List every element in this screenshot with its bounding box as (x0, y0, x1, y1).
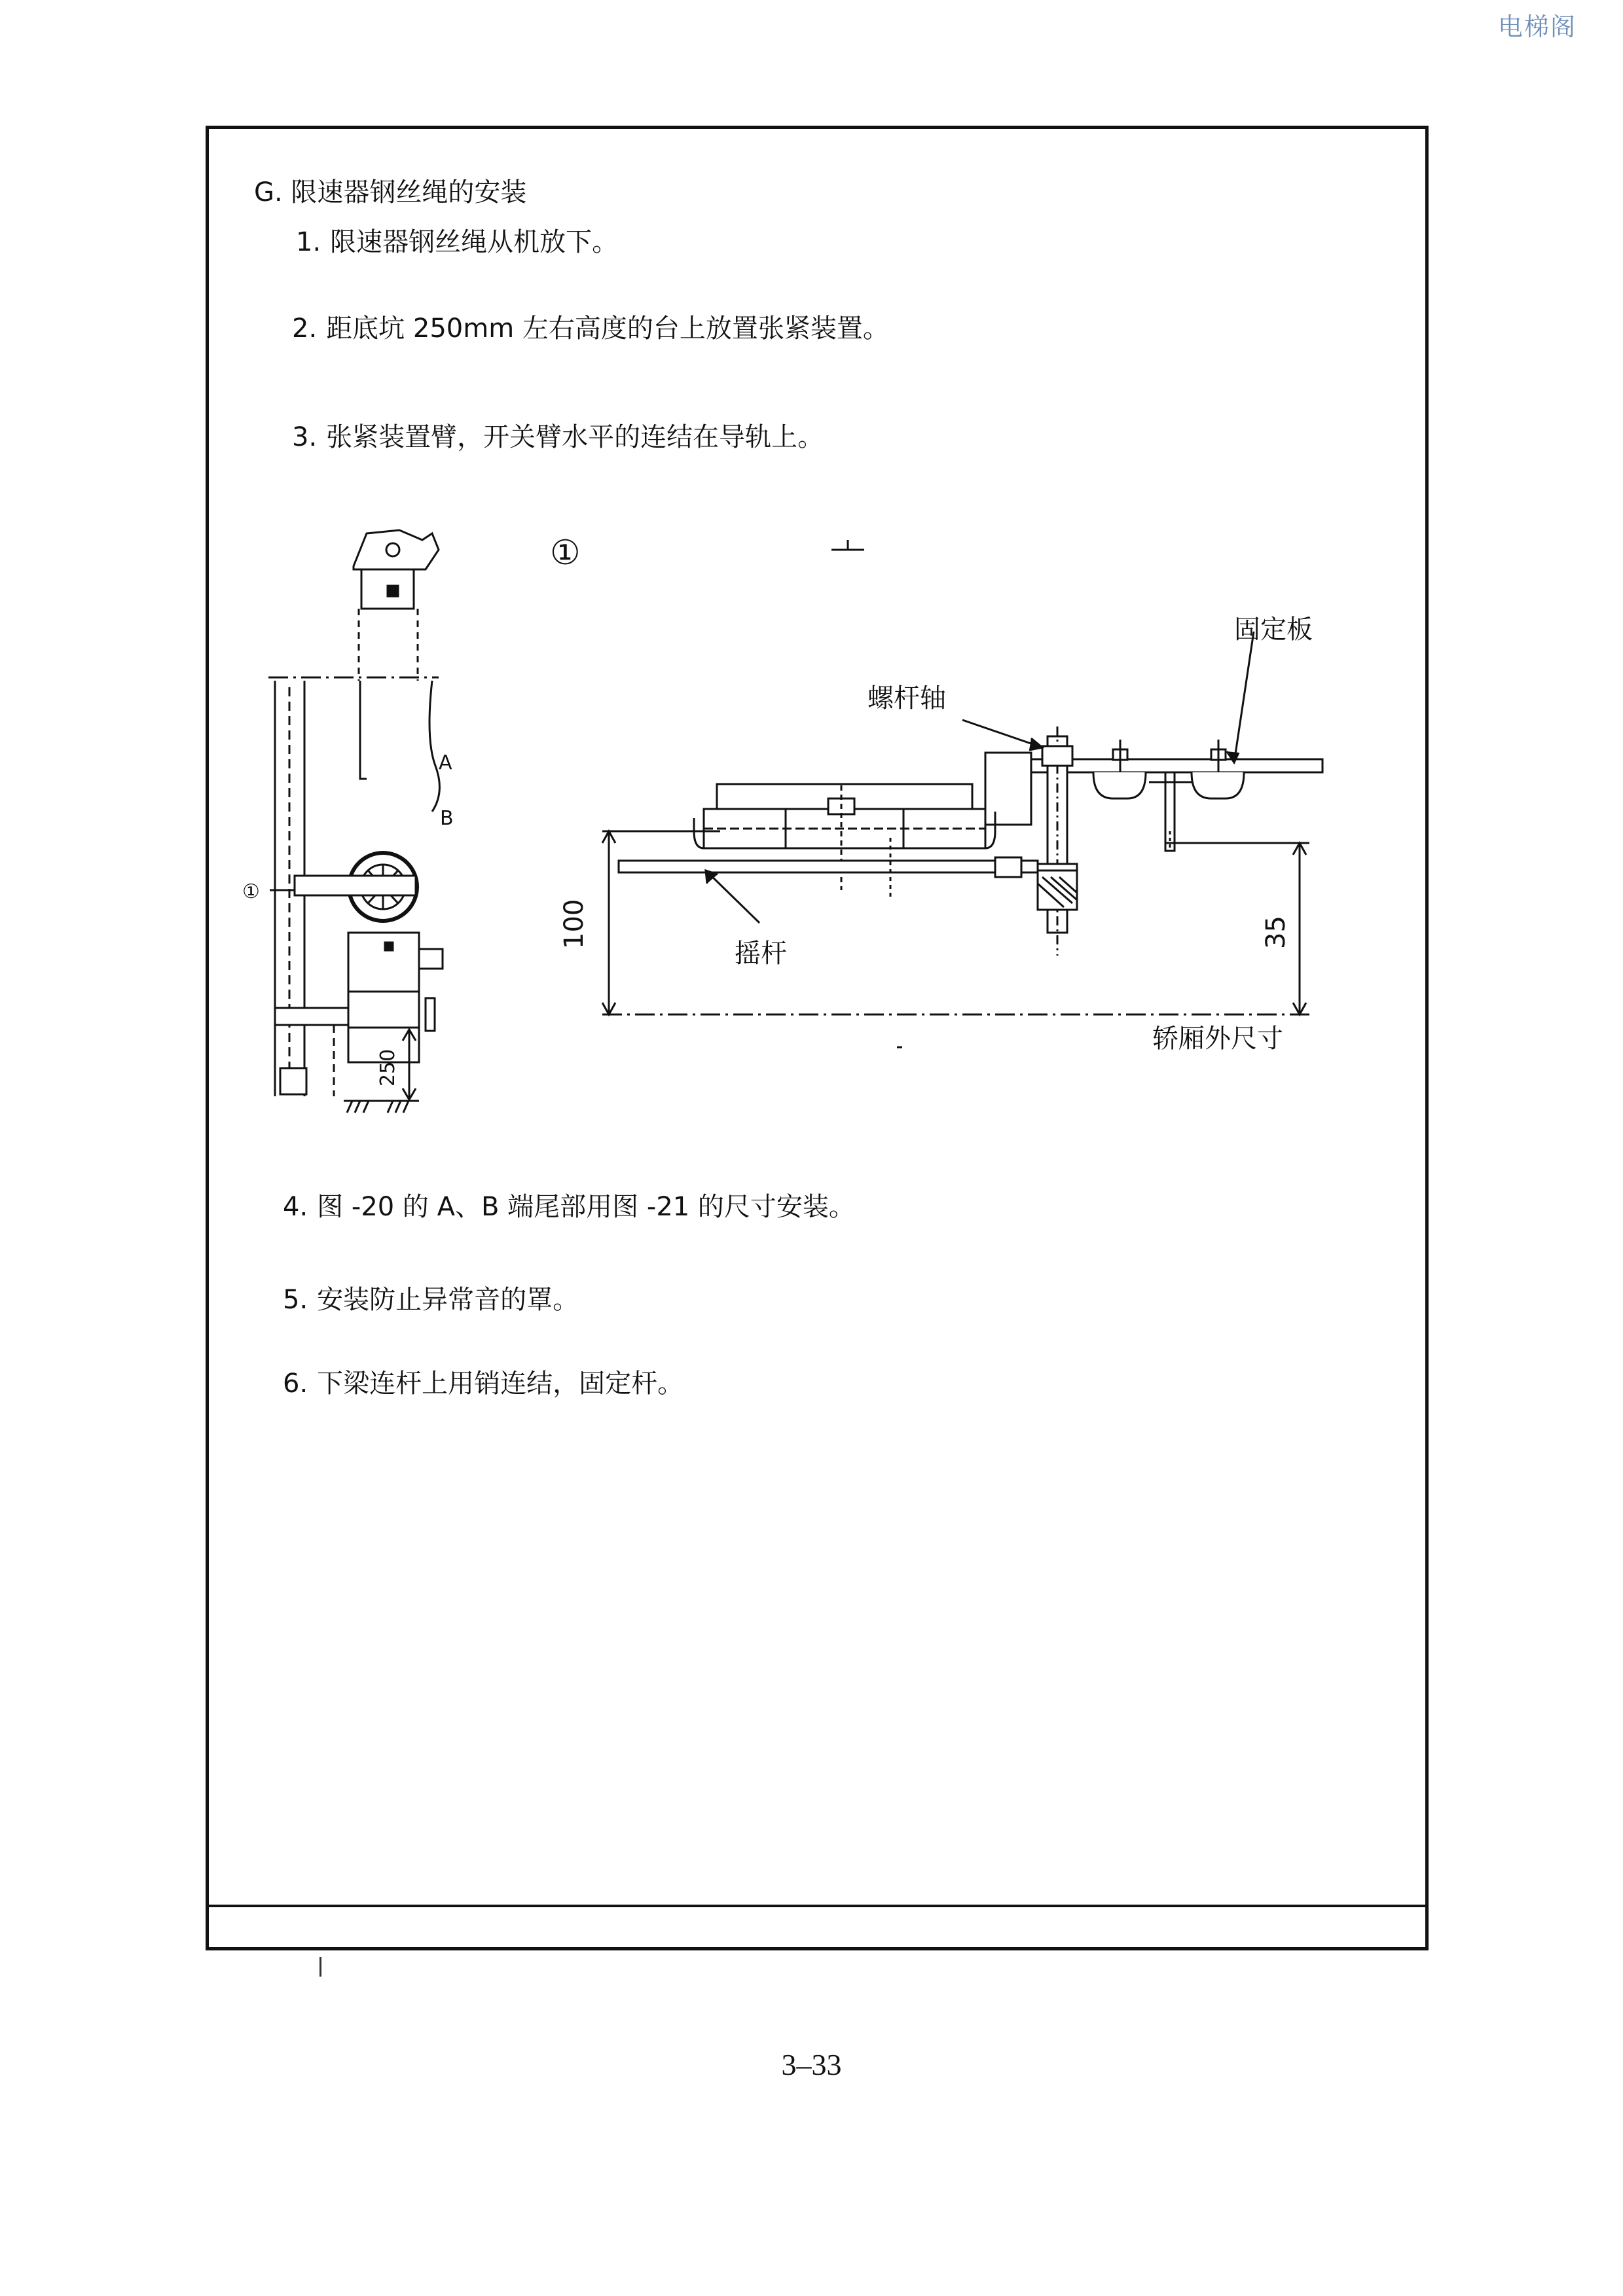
figure-circle-mark: ① (550, 533, 581, 573)
fixed-plate (985, 740, 1322, 851)
step-3 (292, 416, 824, 454)
dimension-35: 35 (1261, 916, 1291, 949)
figure-left-circle-mark: ① (242, 880, 260, 903)
label-screw-shaft: 螺杆轴 (867, 683, 946, 713)
dimension-100: 100 (559, 899, 589, 949)
governor-unit (354, 530, 439, 609)
watermark: 电梯阁 (1498, 12, 1577, 41)
page-number: 3–33 (781, 2048, 842, 2081)
figure-label-b: B (440, 807, 454, 830)
step-number: 2. (292, 314, 318, 344)
step-6 (283, 1363, 684, 1400)
step-number: 5. (283, 1285, 308, 1315)
step-text: 下梁连杆上用销连结，固定杆。 (317, 1369, 684, 1399)
step-2 (292, 308, 889, 345)
step-number: 1. (296, 227, 321, 257)
figure-svg (236, 504, 1349, 1132)
label-fixed-plate: 固定板 (1234, 615, 1313, 645)
label-car-outer-dimension: 轿厢外尺寸 (1152, 1024, 1283, 1054)
step-5 (283, 1279, 579, 1316)
installation-figure (236, 504, 1349, 1132)
step-number: 6. (283, 1369, 308, 1399)
section-title: G. 限速器钢丝绳的安装 (254, 177, 527, 207)
step-text: 张紧装置臂，开关臂水平的连结在导轨上。 (326, 422, 824, 452)
step-text: 限速器钢丝绳从机放下。 (330, 227, 619, 257)
label-rocker: 摇杆 (735, 939, 787, 969)
rope-sheave-assembly (694, 784, 995, 890)
step-number: 4. (283, 1192, 308, 1222)
frame-footer-divider (206, 1905, 1429, 1907)
dimension-250: 250 (376, 1049, 399, 1086)
step-1 (296, 221, 618, 259)
figure-label-a: A (439, 751, 452, 774)
step-text: 距底坑 250mm 左右高度的台上放置张紧装置。 (326, 314, 889, 344)
step-text: 图 -20 的 A、B 端尾部用图 -21 的尺寸安装。 (317, 1192, 855, 1222)
step-number: 3. (292, 422, 318, 452)
screw-shaft (1038, 726, 1077, 956)
step-text: 安装防止异常音的罩。 (317, 1285, 579, 1315)
scan-mark (319, 1957, 321, 1977)
step-4 (283, 1186, 855, 1223)
tension-weight (348, 933, 443, 1062)
